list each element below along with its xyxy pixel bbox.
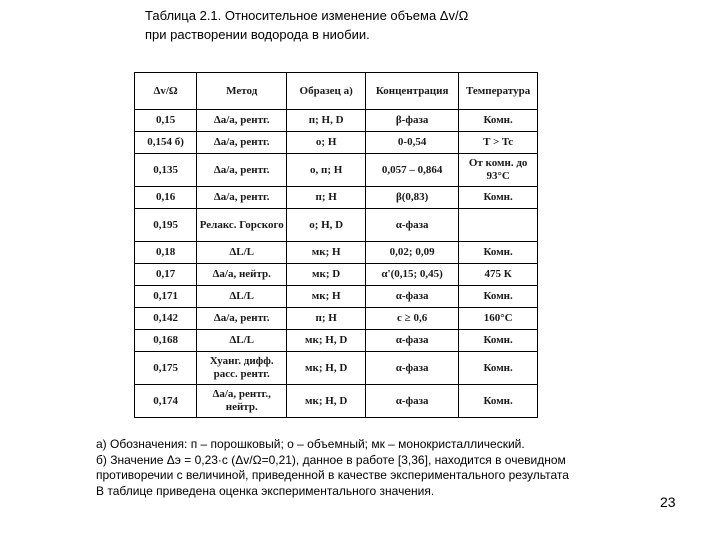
cell-method: Δa/a, рентг.: [197, 132, 287, 154]
cell-temperature: Комн.: [459, 286, 538, 308]
cell-temperature: 160°С: [459, 308, 538, 330]
table-row: [135, 132, 538, 154]
cell-method: Δa/a, рентг., нейтр.: [197, 385, 287, 418]
cell-concentration: α-фаза: [366, 330, 459, 352]
cell-dv: 0,16: [135, 187, 197, 209]
cell-dv: 0,171: [135, 286, 197, 308]
cell-method: Δa/a, рентг.: [197, 154, 287, 187]
cell-sample: мк; H: [287, 242, 366, 264]
cell-concentration: α-фаза: [366, 286, 459, 308]
caption-line-1: Таблица 2.1. Относительное изменение объема Δv/Ω: [145, 8, 469, 23]
cell-temperature: [459, 209, 538, 242]
cell-dv: 0,18: [135, 242, 197, 264]
table-row: [135, 286, 538, 308]
header-concentration: Концентрация: [366, 73, 459, 110]
cell-sample: п; H: [287, 187, 366, 209]
page-number: 23: [660, 494, 676, 510]
cell-method: ΔL/L: [197, 330, 287, 352]
cell-concentration: α'(0,15; 0,45): [366, 264, 459, 286]
cell-sample: п; H: [287, 308, 366, 330]
header-temperature: Температура: [459, 73, 538, 110]
header-row: [135, 73, 538, 110]
cell-concentration: 0-0,54: [366, 132, 459, 154]
footnote-b: б) Значение Δэ = 0,23·c (Δv/Ω=0,21), данное в работе [3,36], находится в очевидном: [96, 452, 566, 467]
cell-method: Δa/a, рентг.: [197, 110, 287, 132]
table-body: [135, 110, 538, 418]
table-row: [135, 209, 538, 242]
cell-sample: о; H, D: [287, 209, 366, 242]
table-row: [135, 352, 538, 385]
cell-sample: мк; H, D: [287, 330, 366, 352]
cell-sample: мк; H: [287, 286, 366, 308]
cell-sample: о; H: [287, 132, 366, 154]
cell-concentration: α-фаза: [366, 352, 459, 385]
table-row: [135, 110, 538, 132]
header-sample: Образец а): [287, 73, 366, 110]
cell-sample: о, п; H: [287, 154, 366, 187]
cell-dv: 0,175: [135, 352, 197, 385]
cell-method: Δa/a, рентг.: [197, 308, 287, 330]
cell-sample: мк; H, D: [287, 385, 366, 418]
cell-method: Хуанг. дифф. расс. рентг.: [197, 352, 287, 385]
cell-temperature: Комн.: [459, 330, 538, 352]
cell-temperature: Комн.: [459, 352, 538, 385]
cell-dv: 0,174: [135, 385, 197, 418]
cell-dv: 0,168: [135, 330, 197, 352]
cell-temperature: Комн.: [459, 385, 538, 418]
table-row: [135, 154, 538, 187]
table-row: [135, 187, 538, 209]
cell-temperature: От комн. до 93°С: [459, 154, 538, 187]
cell-sample: мк; H, D: [287, 352, 366, 385]
cell-concentration: β(0,83): [366, 187, 459, 209]
table-row: [135, 264, 538, 286]
cell-dv: 0,15: [135, 110, 197, 132]
footnote-b-cont: противоречии с величиной, приведенной в качестве экспериментального результата: [96, 468, 569, 482]
cell-sample: мк; D: [287, 264, 366, 286]
cell-concentration: c ≥ 0,6: [366, 308, 459, 330]
cell-method: Δa/a, нейтр.: [197, 264, 287, 286]
cell-dv: 0,135: [135, 154, 197, 187]
cell-temperature: Комн.: [459, 242, 538, 264]
cell-method: ΔL/L: [197, 286, 287, 308]
table-caption: [145, 6, 565, 44]
cell-concentration: β-фаза: [366, 110, 459, 132]
cell-concentration: α-фаза: [366, 385, 459, 418]
cell-temperature: T > Tc: [459, 132, 538, 154]
cell-method: Δa/a, рентг.: [197, 187, 287, 209]
footnotes: [96, 437, 686, 499]
header-method: Метод: [197, 73, 287, 110]
cell-dv: 0,17: [135, 264, 197, 286]
cell-temperature: Комн.: [459, 187, 538, 209]
cell-concentration: α-фаза: [366, 209, 459, 242]
cell-method: Релакс. Горского: [197, 209, 287, 242]
table-row: [135, 385, 538, 418]
data-table: [134, 72, 538, 418]
footnote-summary: В таблице приведена оценка экспериментального значения.: [96, 483, 435, 498]
table-row: [135, 330, 538, 352]
cell-concentration: 0,02; 0,09: [366, 242, 459, 264]
cell-dv: 0,142: [135, 308, 197, 330]
cell-temperature: Комн.: [459, 110, 538, 132]
cell-method: ΔL/L: [197, 242, 287, 264]
caption-line-2: при растворении водорода в ниобии.: [145, 27, 370, 42]
table-row: [135, 308, 538, 330]
cell-concentration: 0,057 – 0,864: [366, 154, 459, 187]
table-row: [135, 242, 538, 264]
cell-dv: 0,195: [135, 209, 197, 242]
cell-temperature: 475 К: [459, 264, 538, 286]
cell-dv: 0,154 б): [135, 132, 197, 154]
header-dv: Δv/Ω: [135, 73, 197, 110]
footnote-a: а) Обозначения: п – порошковый; о – объемный; мк – монокристаллический.: [96, 437, 525, 451]
cell-sample: п; H, D: [287, 110, 366, 132]
